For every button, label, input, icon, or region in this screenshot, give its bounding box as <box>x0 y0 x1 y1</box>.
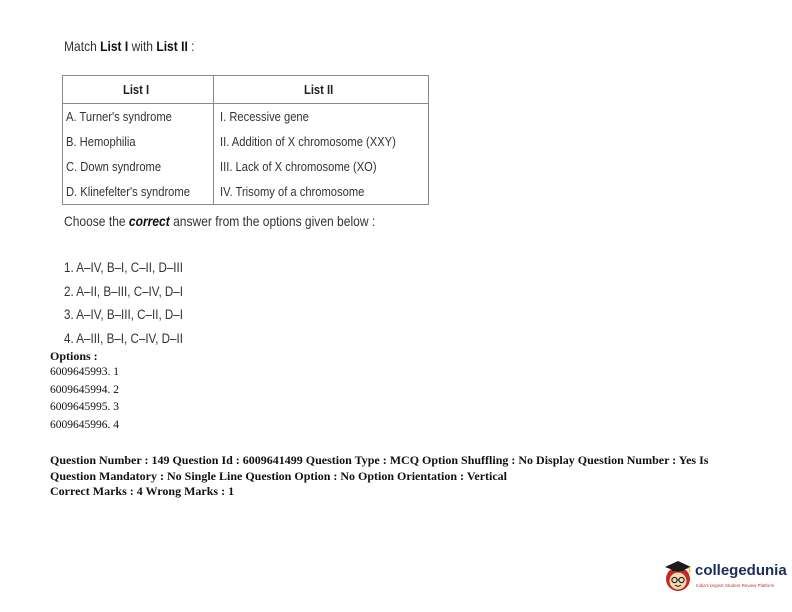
list-item: 2. A–II, B–III, C–IV, D–I <box>64 283 183 299</box>
brand-name: collegedunia <box>695 562 787 579</box>
table-row <box>63 129 429 154</box>
table-row <box>63 154 429 179</box>
list-item: 4. A–III, B–I, C–IV, D–II <box>64 330 183 346</box>
table-header: List I <box>63 76 214 104</box>
table-cell: IV. Trisomy of a chromosome <box>214 179 428 205</box>
list1-ref: List I <box>100 38 129 54</box>
table-cell: C. Down syndrome <box>63 154 214 179</box>
list-item: 3. A–IV, B–III, C–II, D–I <box>64 307 183 322</box>
table-header-row <box>63 76 429 104</box>
option-ids <box>50 364 119 434</box>
table-row <box>63 179 429 205</box>
choose-instruction: Choose the correct answer from the options given below : <box>64 213 376 229</box>
list-item: 6009645996. 4 <box>50 418 119 431</box>
list-item: 6009645993. 1 <box>50 366 119 378</box>
table-cell: II. Addition of X chromosome (XXY) <box>214 129 428 154</box>
answer-choices <box>64 256 202 350</box>
list-item: 1. A–IV, B–I, C–II, D–III <box>64 260 183 275</box>
info-line: Correct Marks : 4 Wrong Marks : 1 <box>50 484 235 498</box>
options-label: Options : <box>50 349 98 363</box>
info-line: Question Mandatory : No Single Line Question Option : No Option Orientation : Vertical <box>50 468 508 483</box>
table-cell: B. Hemophilia <box>63 129 214 154</box>
correct-emphasis: correct <box>128 213 170 229</box>
brand-logo <box>662 558 787 600</box>
table-cell: III. Lack of X chromosome (XO) <box>214 154 428 179</box>
table-header: List II <box>214 76 428 104</box>
info-line: Question Number : 149 Question Id : 6009641499 Question Type : MCQ Option Shuffling : No Display Question Number : Yes Is <box>50 453 709 467</box>
brand-tagline: India's largest Student Review Platform <box>696 583 775 588</box>
question-intro: Match List I with List II : <box>64 38 195 54</box>
question-info <box>50 453 750 500</box>
table-cell: D. Klinefelter's syndrome <box>63 179 214 205</box>
table-cell: A. Turner's syndrome <box>63 104 214 130</box>
graduate-mascot-icon <box>662 558 694 596</box>
match-table <box>62 75 429 205</box>
table-row <box>63 104 429 130</box>
table-cell: I. Recessive gene <box>214 104 428 130</box>
list-item: 6009645994. 2 <box>50 383 119 396</box>
list-item: 6009645995. 3 <box>50 401 119 413</box>
list2-ref: List II <box>156 38 188 54</box>
